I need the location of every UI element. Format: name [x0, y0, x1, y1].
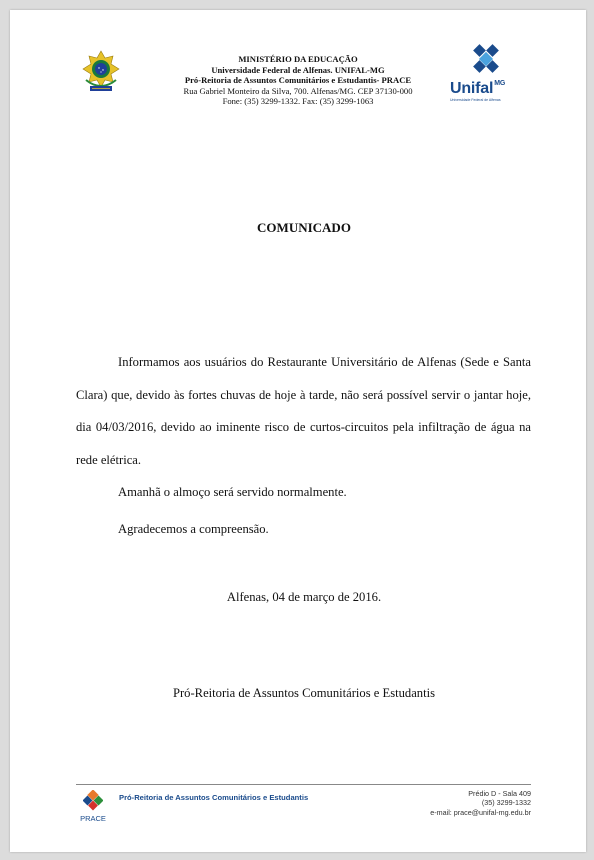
prace-logo	[78, 790, 108, 830]
letterhead-department: Pró-Reitoria de Assuntos Comunitários e Estudantis- PRACE	[184, 75, 412, 86]
letterhead-phone: Fone: (35) 3299-1332. Fax: (35) 3299-1063	[222, 96, 374, 107]
prace-logo-label: PRACE	[80, 814, 106, 823]
unifal-logo	[450, 44, 522, 106]
unifal-logo-wordmark: Unifal$^{MG}$	[450, 80, 506, 97]
letterhead	[160, 54, 436, 107]
document-date: Alfenas, 04 de março de 2016.	[226, 590, 382, 604]
footer-phone: (35) 3299-1332	[481, 798, 531, 808]
footer-room: Prédio D - Sala 409	[468, 789, 531, 798]
unifal-mark-icon	[469, 44, 503, 78]
footer-email: e-mail: prace@unifal-mg.edu.br	[430, 807, 531, 817]
brazil-coat-of-arms-icon	[82, 50, 120, 94]
document-title: COMUNICADO	[257, 220, 351, 235]
letterhead-university: Universidade Federal de Alfenas. UNIFAL-MG	[211, 64, 385, 75]
document-page	[10, 10, 586, 852]
body-paragraph-2: Amanhã o almoço será servido normalmente.	[118, 485, 347, 499]
letterhead-ministry: MINISTÉRIO DA EDUCAÇÃO	[238, 54, 358, 64]
footer-contact	[390, 789, 531, 817]
prace-mark-icon	[83, 790, 103, 812]
footer-divider	[76, 784, 531, 785]
unifal-logo-subtitle: Universidade Federal de Alfenas	[450, 98, 501, 102]
document-signature: Pró-Reitoria de Assuntos Comunitários e Estudantis	[172, 686, 435, 700]
letterhead-address: Rua Gabriel Monteiro da Silva, 700. Alfenas/MG. CEP 37130-000	[183, 85, 413, 96]
footer-organization: Pró-Reitoria de Assuntos Comunitários e Estudantis	[119, 793, 309, 802]
body-paragraph-1: Informamos aos usuários do Restaurante Universitário de Alfenas (Sede e Santa Clara) que, devido às fortes chuvas de hoje à tarde, não será possível servir o jantar hoje, dia 04/03/2016, devido ao iminente risco de curtos-circuitos pela infiltração de água na rede elétrica.	[76, 355, 531, 467]
document-body	[76, 346, 531, 545]
body-paragraph-3: Agradecemos a compreensão.	[118, 521, 269, 536]
